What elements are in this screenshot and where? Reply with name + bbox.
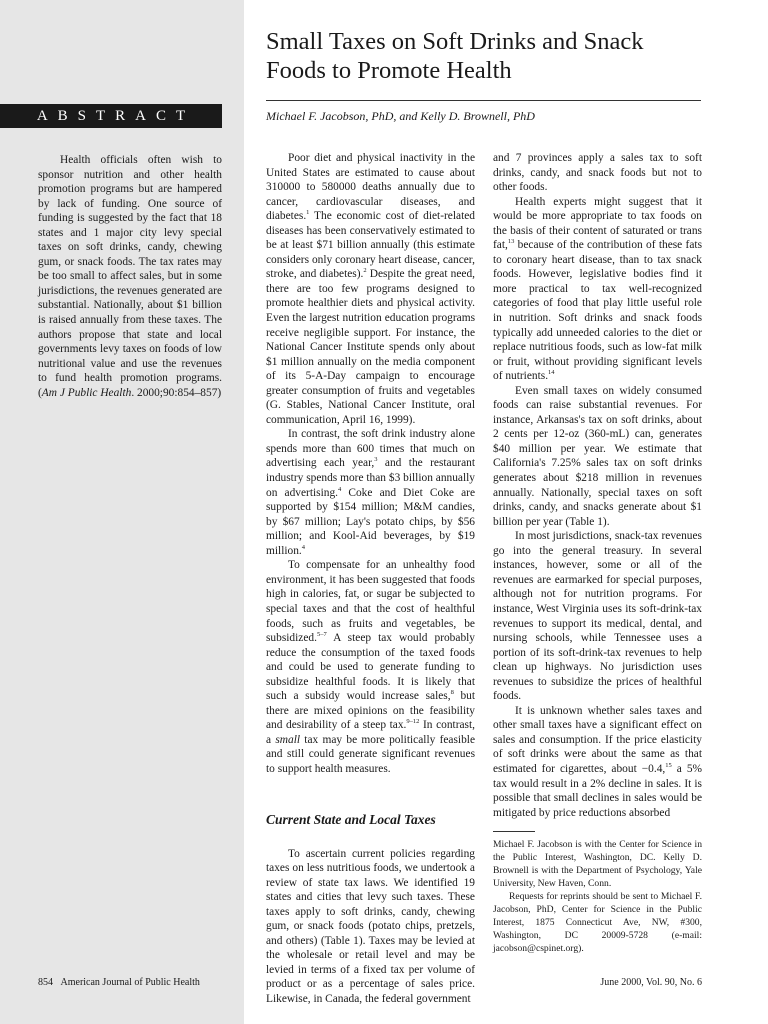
body-paragraph: and 7 provinces apply a sales tax to soft drinks, candy, and snack foods but not to other foods. <box>493 152 702 194</box>
body-paragraph: It is unknown whether sales taxes and other small taxes have a significant effect on sales and consumption. If the price elasticity of soft drinks were about the same as that estimated for cigarettes, about −0.4,15 a 5% tax would result in a 2% decline in sales. It is possible that small declines in sales would be mitigated by price reductions absorbed <box>493 704 702 819</box>
body-paragraph: Even small taxes on widely consumed foods can raise substantial revenues. For instance, Arkansas's tax on soft drinks, about 2 cents per 12-oz (360-mL) can, generates $40 million per year. We estimate that California's 7.25% sales tax on soft drinks generates about $218 million in revenues annually. Nationally, special taxes on soft drinks, candy, and snacks generate about $1 billion per year (Table 1). <box>493 384 702 528</box>
article-title: Small Taxes on Soft Drinks and Snack Foods to Promote Health <box>266 28 644 84</box>
body-paragraph: To compensate for an unhealthy food environment, it has been suggested that foods high in calories, fat, or sugar be subjected to special taxes and that the cost of healthful foods, such as fruits and vegetables, be subsidized.$^{5-7}$ A steep tax would probably reduce the consumption of the taxed foods and could be used to generate funding to subsidize healthful foods. It is likely that such a subsidy would increase sales,$^8$ but there are mixed opinions on the feasibility and desirability of a steep tax.$^{9-12}$ In contrast, a small tax may be more politically feasible and still could generate significant revenues to support health measures. <box>266 559 476 775</box>
reference-marker: 5–7 <box>316 631 327 639</box>
body-paragraph: In contrast, the soft drink industry alone spends more than 600 times that much on advertising each year,$^3$ and the restaurant industry spends more than $3 billion annually on advertising.$^4$ Coke and Diet Coke are supported by $154 million; M&M candies, by $67 million; Lay's potato chips, by $56 million; and Kool-Aid beverages, by $19 million.$^4$ <box>266 428 476 557</box>
reference-marker: 4 <box>301 543 306 551</box>
body-paragraph: To ascertain current policies regarding taxes on less nutritious foods, we undertook a review of state tax laws. We identified 19 states and cities that levy such taxes. These taxes apply to soft drinks, candy, chewing gum, or snack foods (potato chips, pretzels, and others) (Table 1). Taxes may be levied at the wholesale or retail level and may be levied in terms of a fixed tax per volume of product or as a percentage of sales price. Likewise, in Canada, the federal government <box>266 847 475 1005</box>
footnote-divider <box>493 831 535 832</box>
abstract-sidebar <box>0 0 244 1024</box>
reference-marker: 14 <box>548 369 555 377</box>
emphasis: small <box>275 733 301 746</box>
reprint-request: Requests for reprints should be sent to Michael F. Jacobson, PhD, Center for Science in the Public Interest, 1875 Connecticut Ave, NW, #300, Washington, DC 20009-5728 (e-mail: jacobson@cspinet.org). <box>493 891 702 954</box>
reference-marker: 13 <box>507 238 515 246</box>
reference-marker: 4 <box>338 485 342 493</box>
body-paragraph: Health experts might suggest that it would be more appropriate to tax foods on the basis of their content of saturated or trans fat,$^{13}$ because of the contribution of these fats to coronary heart disease, than to tax snack foods. However, legislative bodies find it more practical to tax well-recognized categories of food that play little useful role in nutrition. Soft drinks and snack foods typically add unneeded calories to the diet or replace nutritious foods, such as low-fat milk or fruit, without providing significant levels of nutrients.$^{14}$ <box>493 195 702 383</box>
body-column-right <box>493 151 702 820</box>
journal-name: American Journal of Public Health <box>60 977 200 988</box>
abstract-citation-rest: . 2000;90:854–857) <box>131 386 222 399</box>
section-heading: Current State and Local Taxes <box>266 811 436 827</box>
footer-left <box>38 977 200 988</box>
abstract-body: Health officials often wish to sponsor nutrition and other health promotion programs but are hampered by lack of funding. One source of funding is suggested by the fact that 18 states and 1 major city levy special taxes on soft drinks, candy, chewing gum, or snack foods. The tax rates may be too small to affect sales, but in some jurisdictions, the revenues generated are substantial. Nationally, about $1 billion is raised annually from these taxes. The authors propose that state and local governments levy taxes on foods of low nutritional value and use the revenues to fund health promotion programs. ( <box>38 154 222 399</box>
article-authors: Michael F. Jacobson, PhD, and Kelly D. Brownell, PhD <box>266 109 535 123</box>
title-divider <box>266 100 701 101</box>
footnotes <box>493 838 702 955</box>
author-affiliation: Michael F. Jacobson is with the Center for Science in the Public Interest, Washington, DC. Kelly D. Brownell is with the Department of Psychology, Yale University, New Haven, Conn. <box>493 839 702 889</box>
body-paragraph: Poor diet and physical inactivity in the United States are estimated to cause about 310000 to 580000 deaths annually due to cancer, cardiovascular diseases, and diabetes.$^1$ The economic cost of diet-related diseases has been conservatively estimated to be at least $71 billion annually (this estimate considers only coronary heart disease, cancer, stroke, and diabetes).$^2$ Despite the great need, there are too few programs designed to promote healthier diets and physical activity. Even the largest nutrition education programs receive negligible support. For instance, the National Cancer Institute spends only about $1 million annually on the media component of its 5-A-Day campaign to encourage greater consumption of fruits and vegetables (G. Stables, National Cancer Institute, oral communication, April 16, 1999). <box>266 152 475 426</box>
reference-marker: 2 <box>363 267 367 275</box>
abstract-label: ABSTRACT <box>0 104 222 128</box>
body-column-left <box>266 151 475 1007</box>
body-paragraph: In most jurisdictions, snack-tax revenues go into the general treasury. In several instances, however, some or all of the revenues are earmarked for special purposes, although not for nutrition programs. For instance, West Virginia uses its soft-drink-tax revenues to support its medical, dental, and nursing schools, while Tennessee uses a portion of its soft-drink-tax revenues to help clean up highways. No jurisdiction uses revenues to subsidize the prices of healthful foods. <box>493 530 702 703</box>
reference-marker: 3 <box>374 456 378 464</box>
abstract-citation-journal: Am J Public Health <box>41 386 132 399</box>
reference-marker: 1 <box>306 209 310 217</box>
reference-marker: 8 <box>450 689 454 697</box>
issue-info: June 2000, Vol. 90, No. 6 <box>600 977 702 988</box>
abstract-text <box>38 153 222 400</box>
reference-marker: 9–12 <box>406 718 420 726</box>
page-number: 854 <box>38 977 53 988</box>
reference-marker: 15 <box>665 762 672 770</box>
